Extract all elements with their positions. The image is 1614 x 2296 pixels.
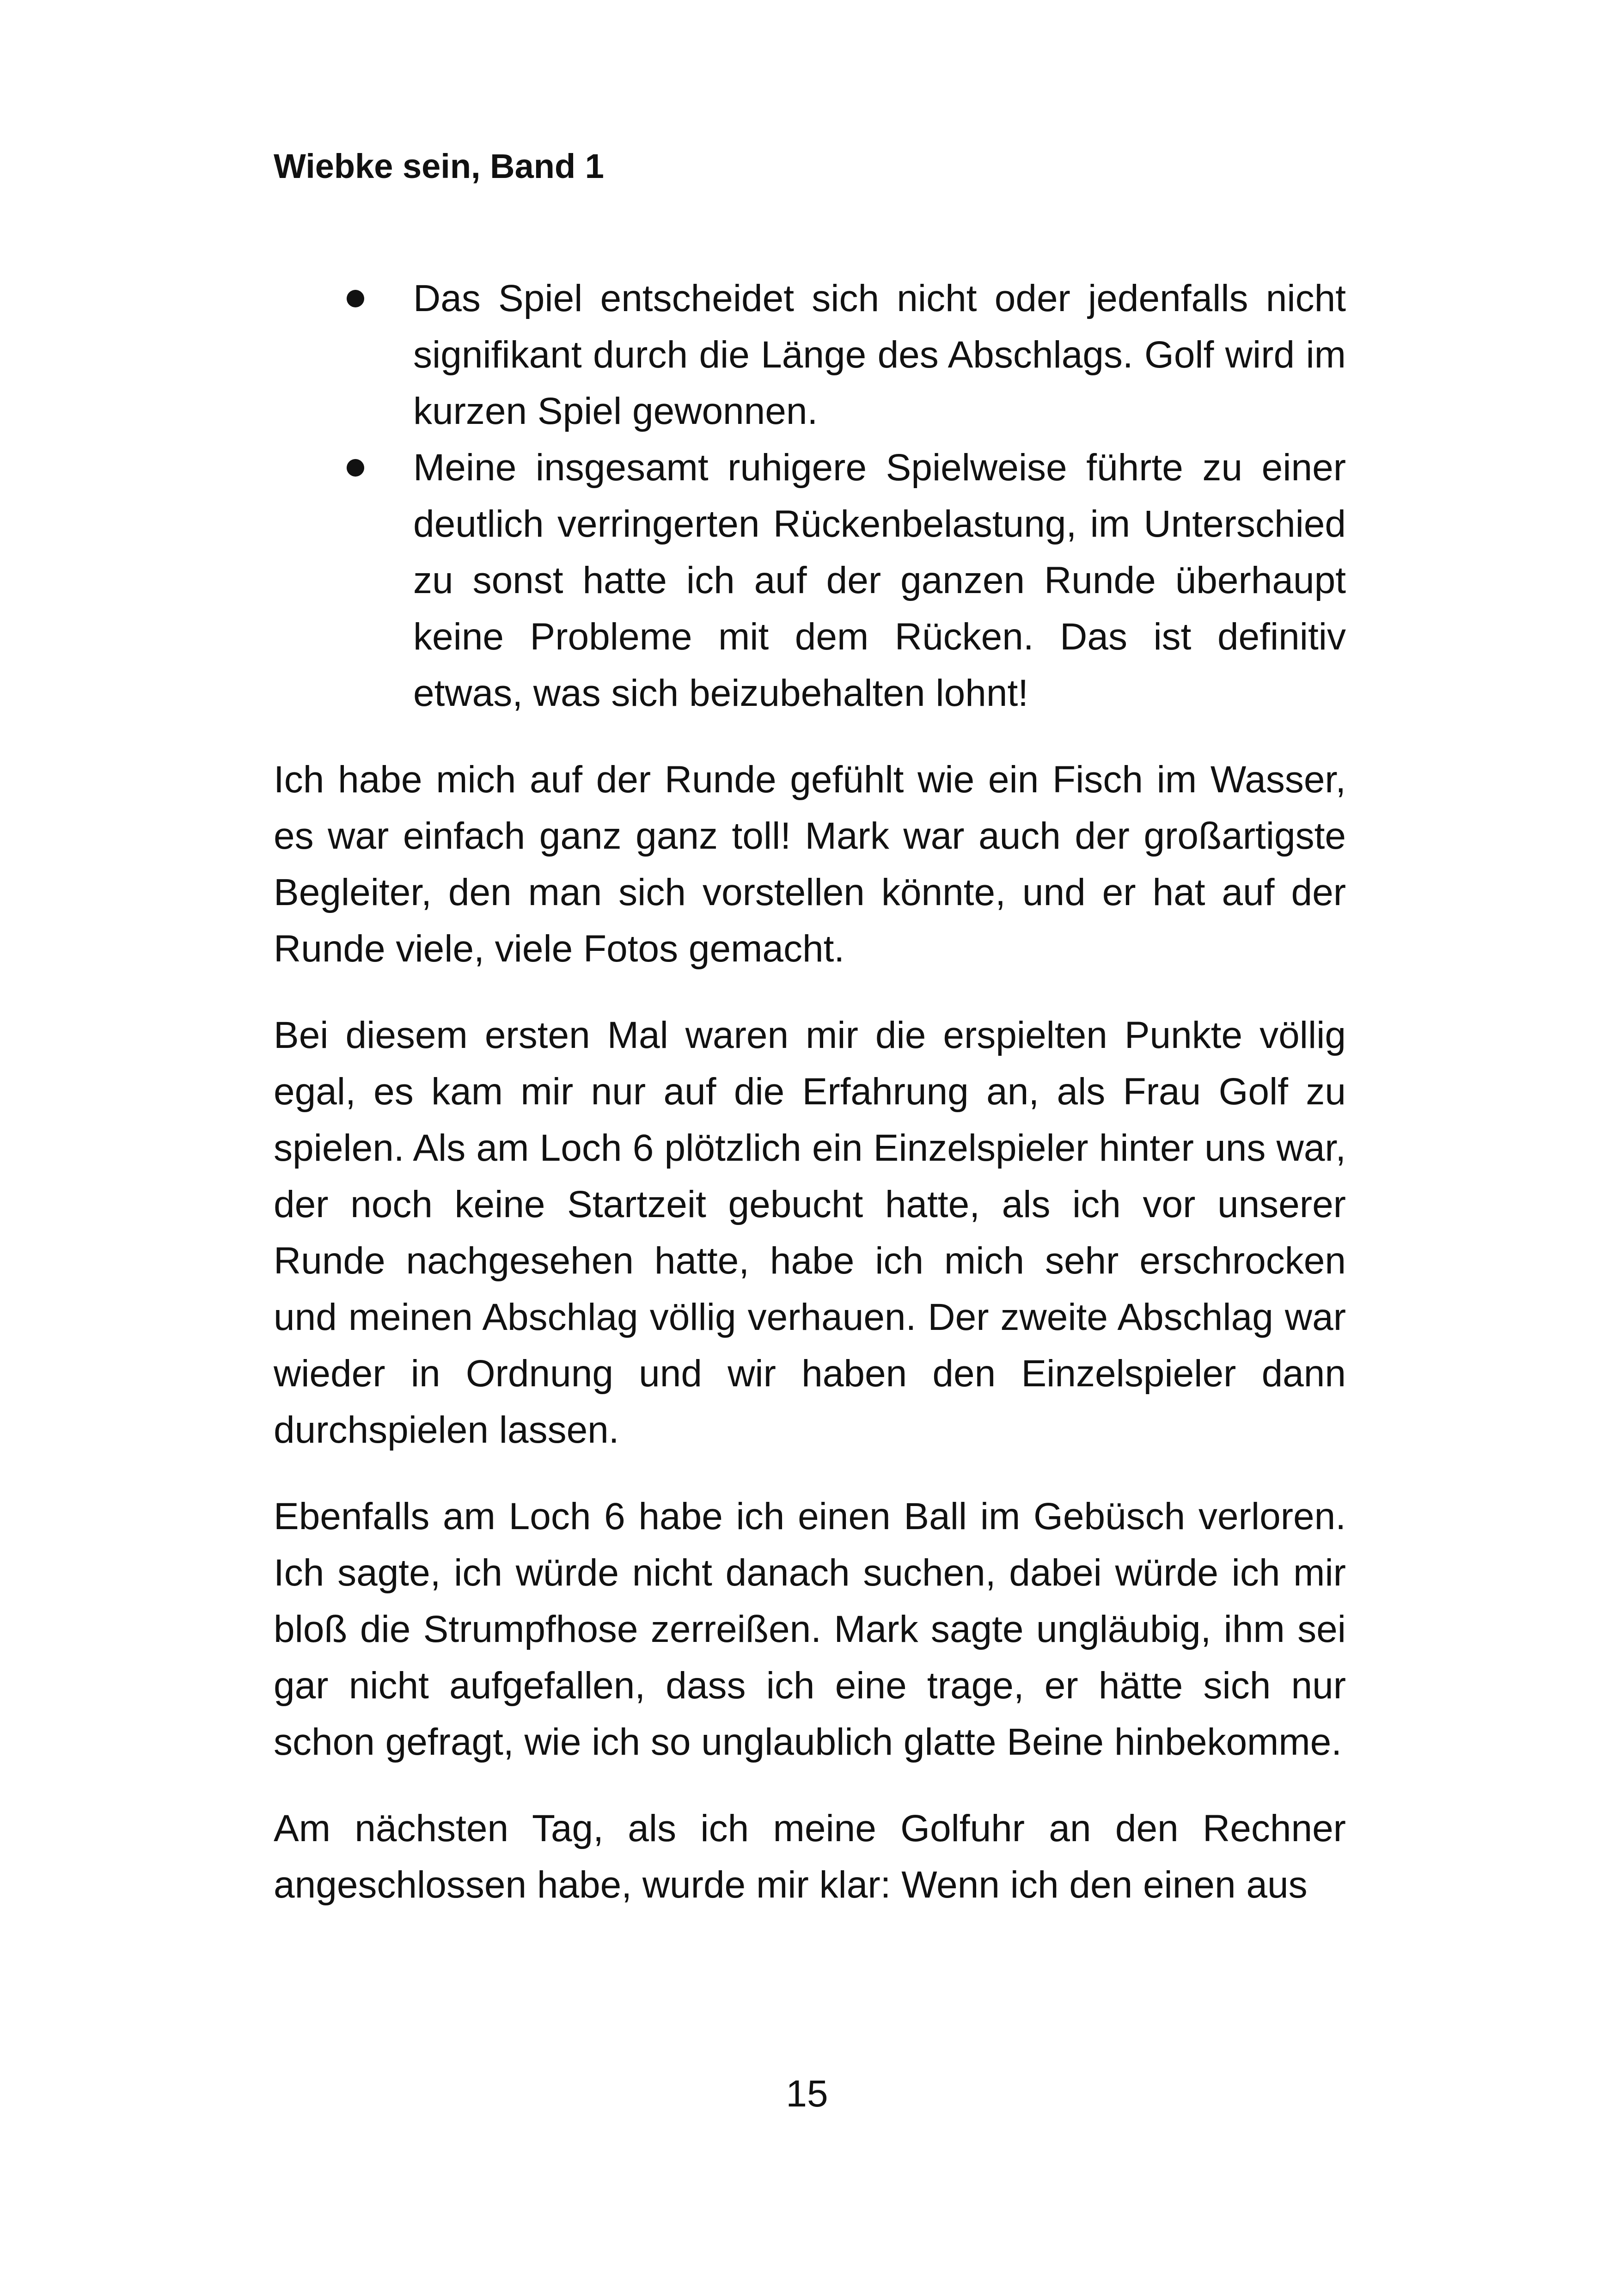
paragraph: Am nächsten Tag, als ich meine Golfuhr an den Rechner angeschlossen habe, wurde mir klar: Wenn ich den einen aus — [274, 1807, 1346, 1906]
page-body — [274, 270, 1346, 1943]
bullet-list — [274, 270, 1346, 722]
bullet-item — [274, 440, 1346, 722]
bullet-text: Das Spiel entscheidet sich nicht oder jedenfalls nicht signifikant durch die Länge des Abschlags. Golf wird im kurzen Spiel gewonnen. — [413, 277, 1346, 432]
running-title: Wiebke sein, Band 1 — [274, 147, 604, 185]
paragraph: Ebenfalls am Loch 6 habe ich einen Ball im Gebüsch verloren. Ich sagte, ich würde nicht danach suchen, dabei würde ich mir bloß die Strumpfhose zerreißen. Mark sagte ungläubig, ihm sei gar nicht aufgefallen, dass ich eine trage, er hätte sich nur schon gefragt, wie ich so unglaublich glatte Beine hinbekomme. — [274, 1495, 1346, 1763]
bullet-item — [274, 270, 1346, 440]
page-number: 15 — [786, 2073, 828, 2115]
bullet-dot-icon — [347, 290, 364, 307]
paragraph: Bei diesem ersten Mal waren mir die erspielten Punkte völlig egal, es kam mir nur auf die Erfahrung an, als Frau Golf zu spielen. Als am Loch 6 plötzlich ein Einzelspieler hinter uns war, der noch keine Startzeit gebucht hatte, als ich vor unserer Runde nachgesehen hatte, habe ich mich sehr erschrocken und meinen Abschlag völlig verhauen. Der zweite Abschlag war wieder in Ordnung und wir haben den Einzelspieler dann durchspielen lassen. — [274, 1014, 1346, 1451]
paragraph: Ich habe mich auf der Runde gefühlt wie ein Fisch im Wasser, es war einfach ganz ganz toll! Mark war auch der großartigste Begleiter, den man sich vorstellen könnte, und er hat auf der Runde viele, viele Fotos gemacht. — [274, 759, 1346, 970]
bullet-dot-icon — [347, 459, 364, 477]
bullet-text: Meine insgesamt ruhigere Spielweise führte zu einer deutlich verringerten Rückenbelastung, im Unterschied zu sonst hatte ich auf der ganzen Runde überhaupt keine Probleme mit dem Rücken. Das ist definitiv etwas, was sich beizubehalten lohnt! — [413, 447, 1346, 714]
